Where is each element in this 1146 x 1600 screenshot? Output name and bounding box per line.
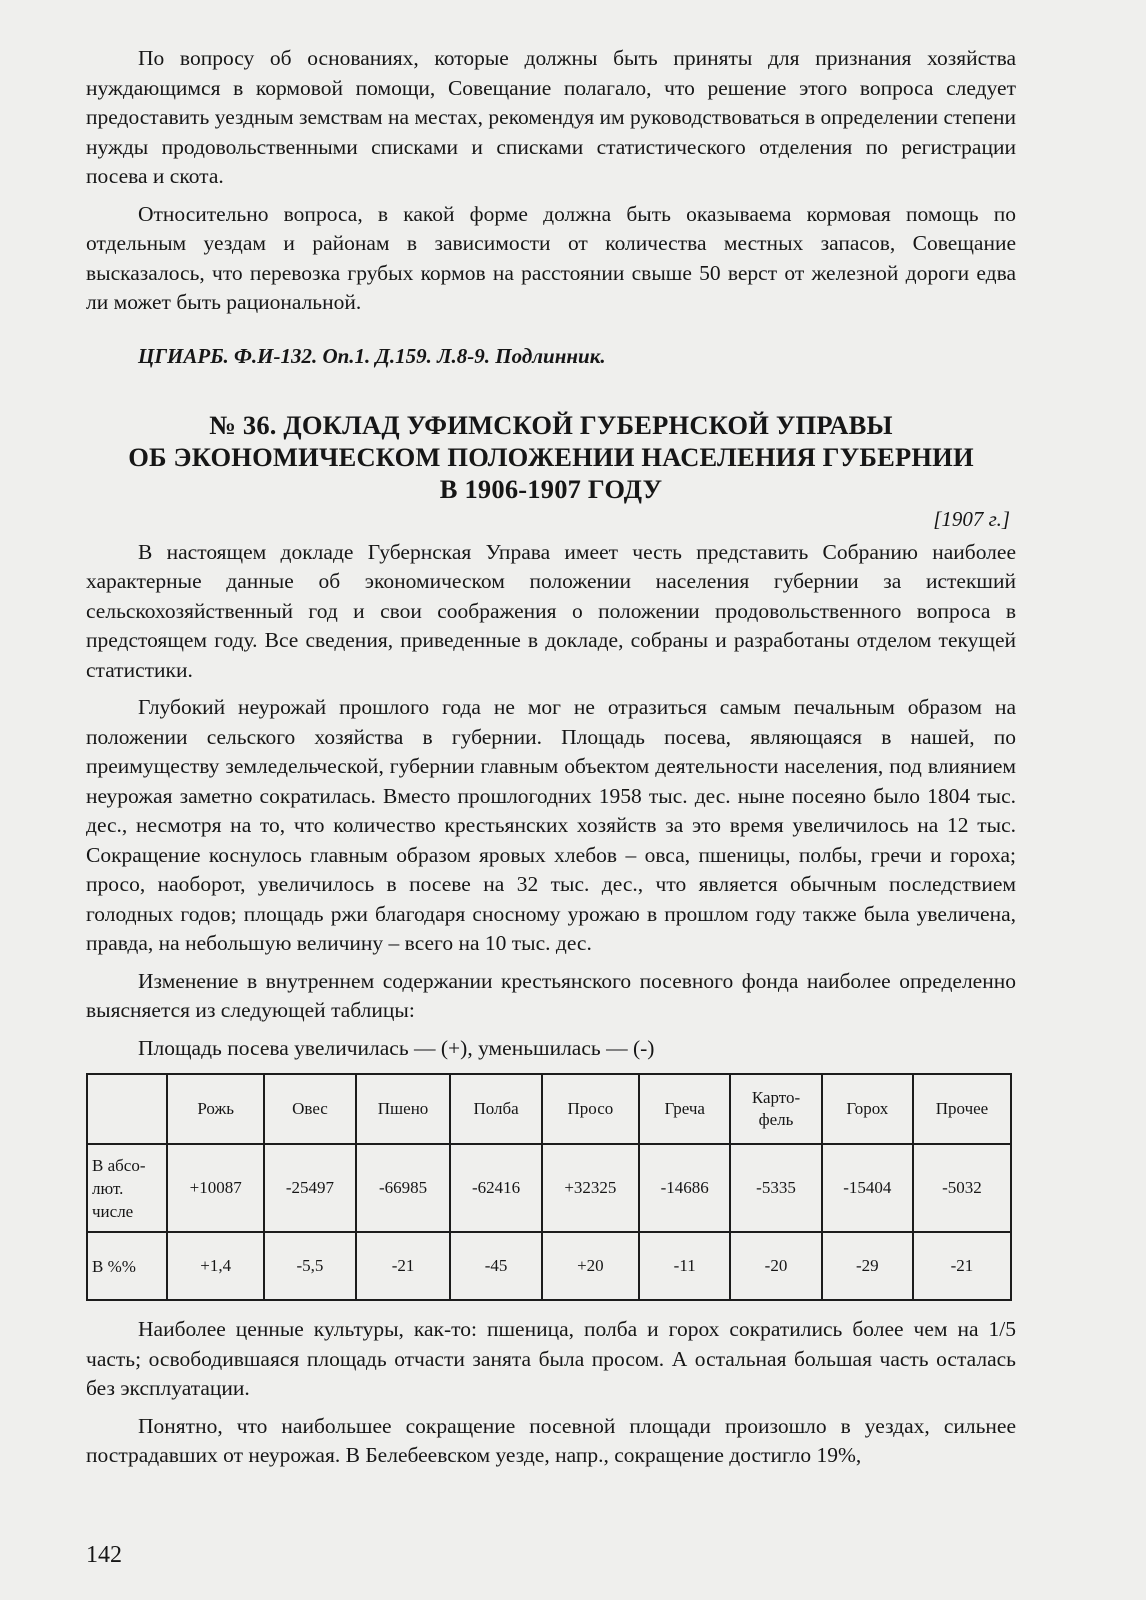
paragraph: Глубокий неурожай прошлого года не мог не отразиться самым печальным образом на положении сельского хозяйства в губернии. Площадь посева, являющаяся в нашей, по преимуществу земледельческой, губернии главным объектом деятельности населения, под влиянием неурожая заметно сократилась. Вместо прошлогодних 1958 тыс. дес. ныне посеяно было 1804 тыс. дес., несмотря на то, что количество крестьянских хозяйств за это время увеличилось на 12 тыс. Сокращение коснулось главным образом яровых хлебов – овса, пшеницы, полбы, гречи и гороха; просо, наоборот, увеличилось в посеве на 32 тыс. дес., что является обычным последствием голодных годов; площадь ржи благодаря сносному урожаю в прошлом году также была увеличена, правда, на небольшую величину – всего на 10 тыс. дес. xyxy=(86,695,1016,955)
table-caption: Площадь посева увеличилась — (+), уменьшилась — (-) xyxy=(138,1035,655,1060)
page-content xyxy=(86,44,1016,1479)
column-header: Пшено xyxy=(356,1074,451,1144)
table-cell: +32325 xyxy=(542,1144,639,1232)
table-header-row xyxy=(87,1074,1011,1144)
paragraph: По вопросу об основаниях, которые должны быть приняты для признания хозяйства нуждающимся в кормовой помощи, Совещание полагало, что решение этого вопроса следует предоставить уездным земствам на местах, рекомендуя им руководствоваться в определении степени нужды продовольственными списками и списками статистического отделения по регистрации посева и скота. xyxy=(86,46,1016,188)
paragraph: В настоящем докладе Губернская Управа имеет честь представить Собранию наиболее характерные данные об экономическом положении населения губернии за истекший сельскохозяйственный год и свои соображения о положении продовольственного вопроса в предстоящем году. Все сведения, приведенные в докладе, собраны и разработаны отделом текущей статистики. xyxy=(86,539,1016,682)
table-cell: -45 xyxy=(450,1232,541,1300)
column-header: Полба xyxy=(450,1074,541,1144)
archive-source: ЦГИАРБ. Ф.И-132. Оп.1. Д.159. Л.8-9. Подлинник. xyxy=(138,343,606,368)
table-row xyxy=(87,1144,1011,1232)
row-label: В %% xyxy=(87,1232,167,1300)
table-cell: -14686 xyxy=(639,1144,730,1232)
paragraph: Наиболее ценные культуры, как-то: пшеница, полба и горох сократились более чем на 1/5 часть; освободившаяся площадь отчасти занята была просом. А остальная большая часть осталась без эксплуатации. xyxy=(86,1317,1016,1400)
column-header: Карто- фель xyxy=(730,1074,821,1144)
table-cell: -5032 xyxy=(913,1144,1011,1232)
heading-line: ОБ ЭКОНОМИЧЕСКОМ ПОЛОЖЕНИИ НАСЕЛЕНИЯ ГУБЕРНИИ xyxy=(128,441,974,472)
paragraph: Понятно, что наибольшее сокращение посевной площади произошло в уездах, сильнее пострадавших от неурожая. В Белебеевском уезде, напр., сокращение достигло 19%, xyxy=(86,1413,1016,1467)
table-cell: +10087 xyxy=(167,1144,264,1232)
document-date: [1907 г.] xyxy=(933,506,1010,531)
table-cell: +20 xyxy=(542,1232,639,1300)
table-corner-cell xyxy=(87,1074,167,1144)
table-cell: -5,5 xyxy=(264,1232,355,1300)
table-cell: -66985 xyxy=(356,1144,451,1232)
column-header: Овес xyxy=(264,1074,355,1144)
paragraph: Изменение в внутреннем содержании крестьянского посевного фонда наиболее определенно выясняется из следующей таблицы: xyxy=(86,968,1016,1022)
table-cell: -15404 xyxy=(822,1144,913,1232)
table-row xyxy=(87,1232,1011,1300)
document-heading xyxy=(86,409,1016,505)
column-header: Горох xyxy=(822,1074,913,1144)
column-header: Греча xyxy=(639,1074,730,1144)
heading-line: № 36. ДОКЛАД УФИМСКОЙ ГУБЕРНСКОЙ УПРАВЫ xyxy=(209,409,893,440)
table-cell: -25497 xyxy=(264,1144,355,1232)
table-cell: -21 xyxy=(913,1232,1011,1300)
table-cell: -11 xyxy=(639,1232,730,1300)
sowing-area-table xyxy=(86,1073,1012,1301)
column-header: Прочее xyxy=(913,1074,1011,1144)
row-label: В абсо- лют. числе xyxy=(87,1144,167,1232)
table-cell: -20 xyxy=(730,1232,821,1300)
column-header: Просо xyxy=(542,1074,639,1144)
page-number: 142 xyxy=(86,1542,122,1568)
paragraph: Относительно вопроса, в какой форме должна быть оказываема кормовая помощь по отдельным уездам и районам в зависимости от количества местных запасов, Совещание высказалось, что перевозка грубых кормов на расстоянии свыше 50 верст от железной дороги едва ли может быть рациональной. xyxy=(86,201,1016,314)
column-header: Рожь xyxy=(167,1074,264,1144)
table-cell: +1,4 xyxy=(167,1232,264,1300)
table-cell: -62416 xyxy=(450,1144,541,1232)
table-cell: -21 xyxy=(356,1232,451,1300)
table-cell: -29 xyxy=(822,1232,913,1300)
heading-line: В 1906-1907 ГОДУ xyxy=(439,473,663,504)
table-cell: -5335 xyxy=(730,1144,821,1232)
